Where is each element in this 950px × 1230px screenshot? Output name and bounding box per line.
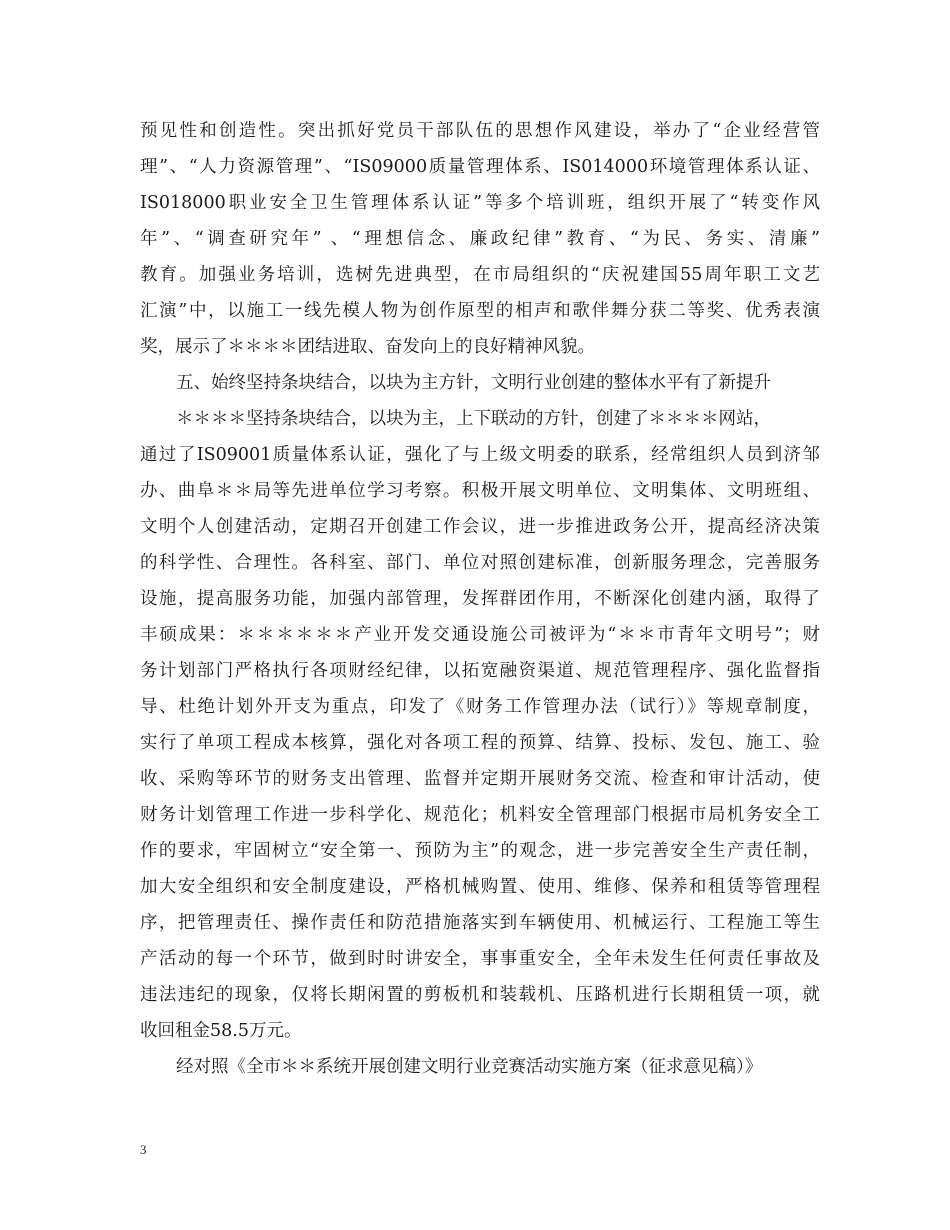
text-line: IS018000职业安全卫生管理体系认证”等多个培训班，组织开展了“转变作风 <box>140 193 820 213</box>
text-line: 经对照《全市＊＊系统开展创建文明行业竞赛活动实施方案（征求意见稿）》 <box>176 1057 763 1077</box>
text-line: 汇演”中，以施工一线先模人物为创作原型的相声和歌伴舞分获二等奖、优秀表演 <box>140 301 820 321</box>
text-line: 序，把管理责任、操作责任和防范措施落实到车辆使用、机械运行、工程施工等生 <box>140 913 820 933</box>
text-line: 通过了IS09001质量体系认证，强化了与上级文明委的联系，经常组织人员到济邹 <box>140 445 820 465</box>
text-line: 加大安全组织和安全制度建设，严格机械购置、使用、维修、保养和租赁等管理程 <box>140 877 820 897</box>
text-line: 年”、“调查研究年” 、“理想信念、廉政纪律”教育、“为民、务实、清廉” <box>140 229 820 249</box>
text-line: 违法违纪的现象，仅将长期闲置的剪板机和装载机、压路机进行长期租赁一项，就 <box>140 985 820 1005</box>
text-line: 办、曲阜＊＊局等先进单位学习考察。积极开展文明单位、文明集体、文明班组、 <box>140 481 820 501</box>
text-line: 收回租金58.5万元。 <box>140 1021 302 1041</box>
text-line: 丰硕成果：＊＊＊＊＊＊产业开发交通设施公司被评为“＊＊市青年文明号”；财 <box>140 625 820 645</box>
text-line: 导、杜绝计划外开支为重点，印发了《财务工作管理办法（试行）》等规章制度， <box>140 697 820 717</box>
text-line: 的科学性、合理性。各科室、部门、单位对照创建标准，创新服务理念，完善服务 <box>140 553 820 573</box>
text-line: 产活动的每一个环节，做到时时讲安全，事事重安全，全年未发生任何责任事故及 <box>140 949 820 969</box>
section-heading: 五、始终坚持条块结合，以块为主方针，文明行业创建的整体水平有了新提升 <box>176 373 771 393</box>
text-line: 实行了单项工程成本核算，强化对各项工程的预算、结算、投标、发包、施工、验 <box>140 733 820 753</box>
page-number: 3 <box>140 1142 147 1157</box>
text-line: ＊＊＊＊坚持条块结合，以块为主，上下联动的方针，创建了＊＊＊＊网站， <box>176 409 771 429</box>
text-line: 理”、“人力资源管理”、“IS09000质量管理体系、IS014000环境管理体系认证、 <box>140 157 820 177</box>
text-line: 作的要求，牢固树立“安全第一、预防为主”的观念，进一步完善安全生产责任制， <box>140 841 820 861</box>
text-line: 设施，提高服务功能，加强内部管理，发挥群团作用，不断深化创建内涵，取得了 <box>140 589 820 609</box>
text-line: 教育。加强业务培训，选树先进典型，在市局组织的“庆祝建国55周年职工文艺 <box>140 265 820 285</box>
text-line: 收、采购等环节的财务支出管理、监督并定期开展财务交流、检查和审计活动，使 <box>140 769 820 789</box>
text-line: 预见性和创造性。突出抓好党员干部队伍的思想作风建设，举办了“企业经营管 <box>140 121 820 141</box>
text-line: 财务计划管理工作进一步科学化、规范化；机料安全管理部门根据市局机务安全工 <box>140 805 820 825</box>
text-line: 文明个人创建活动，定期召开创建工作会议，进一步推进政务公开，提高经济决策 <box>140 517 820 537</box>
text-line: 奖，展示了＊＊＊＊团结进取、奋发向上的良好精神风貌。 <box>140 337 595 357</box>
text-line: 务计划部门严格执行各项财经纪律，以拓宽融资渠道、规范管理程序、强化监督指 <box>140 661 820 681</box>
